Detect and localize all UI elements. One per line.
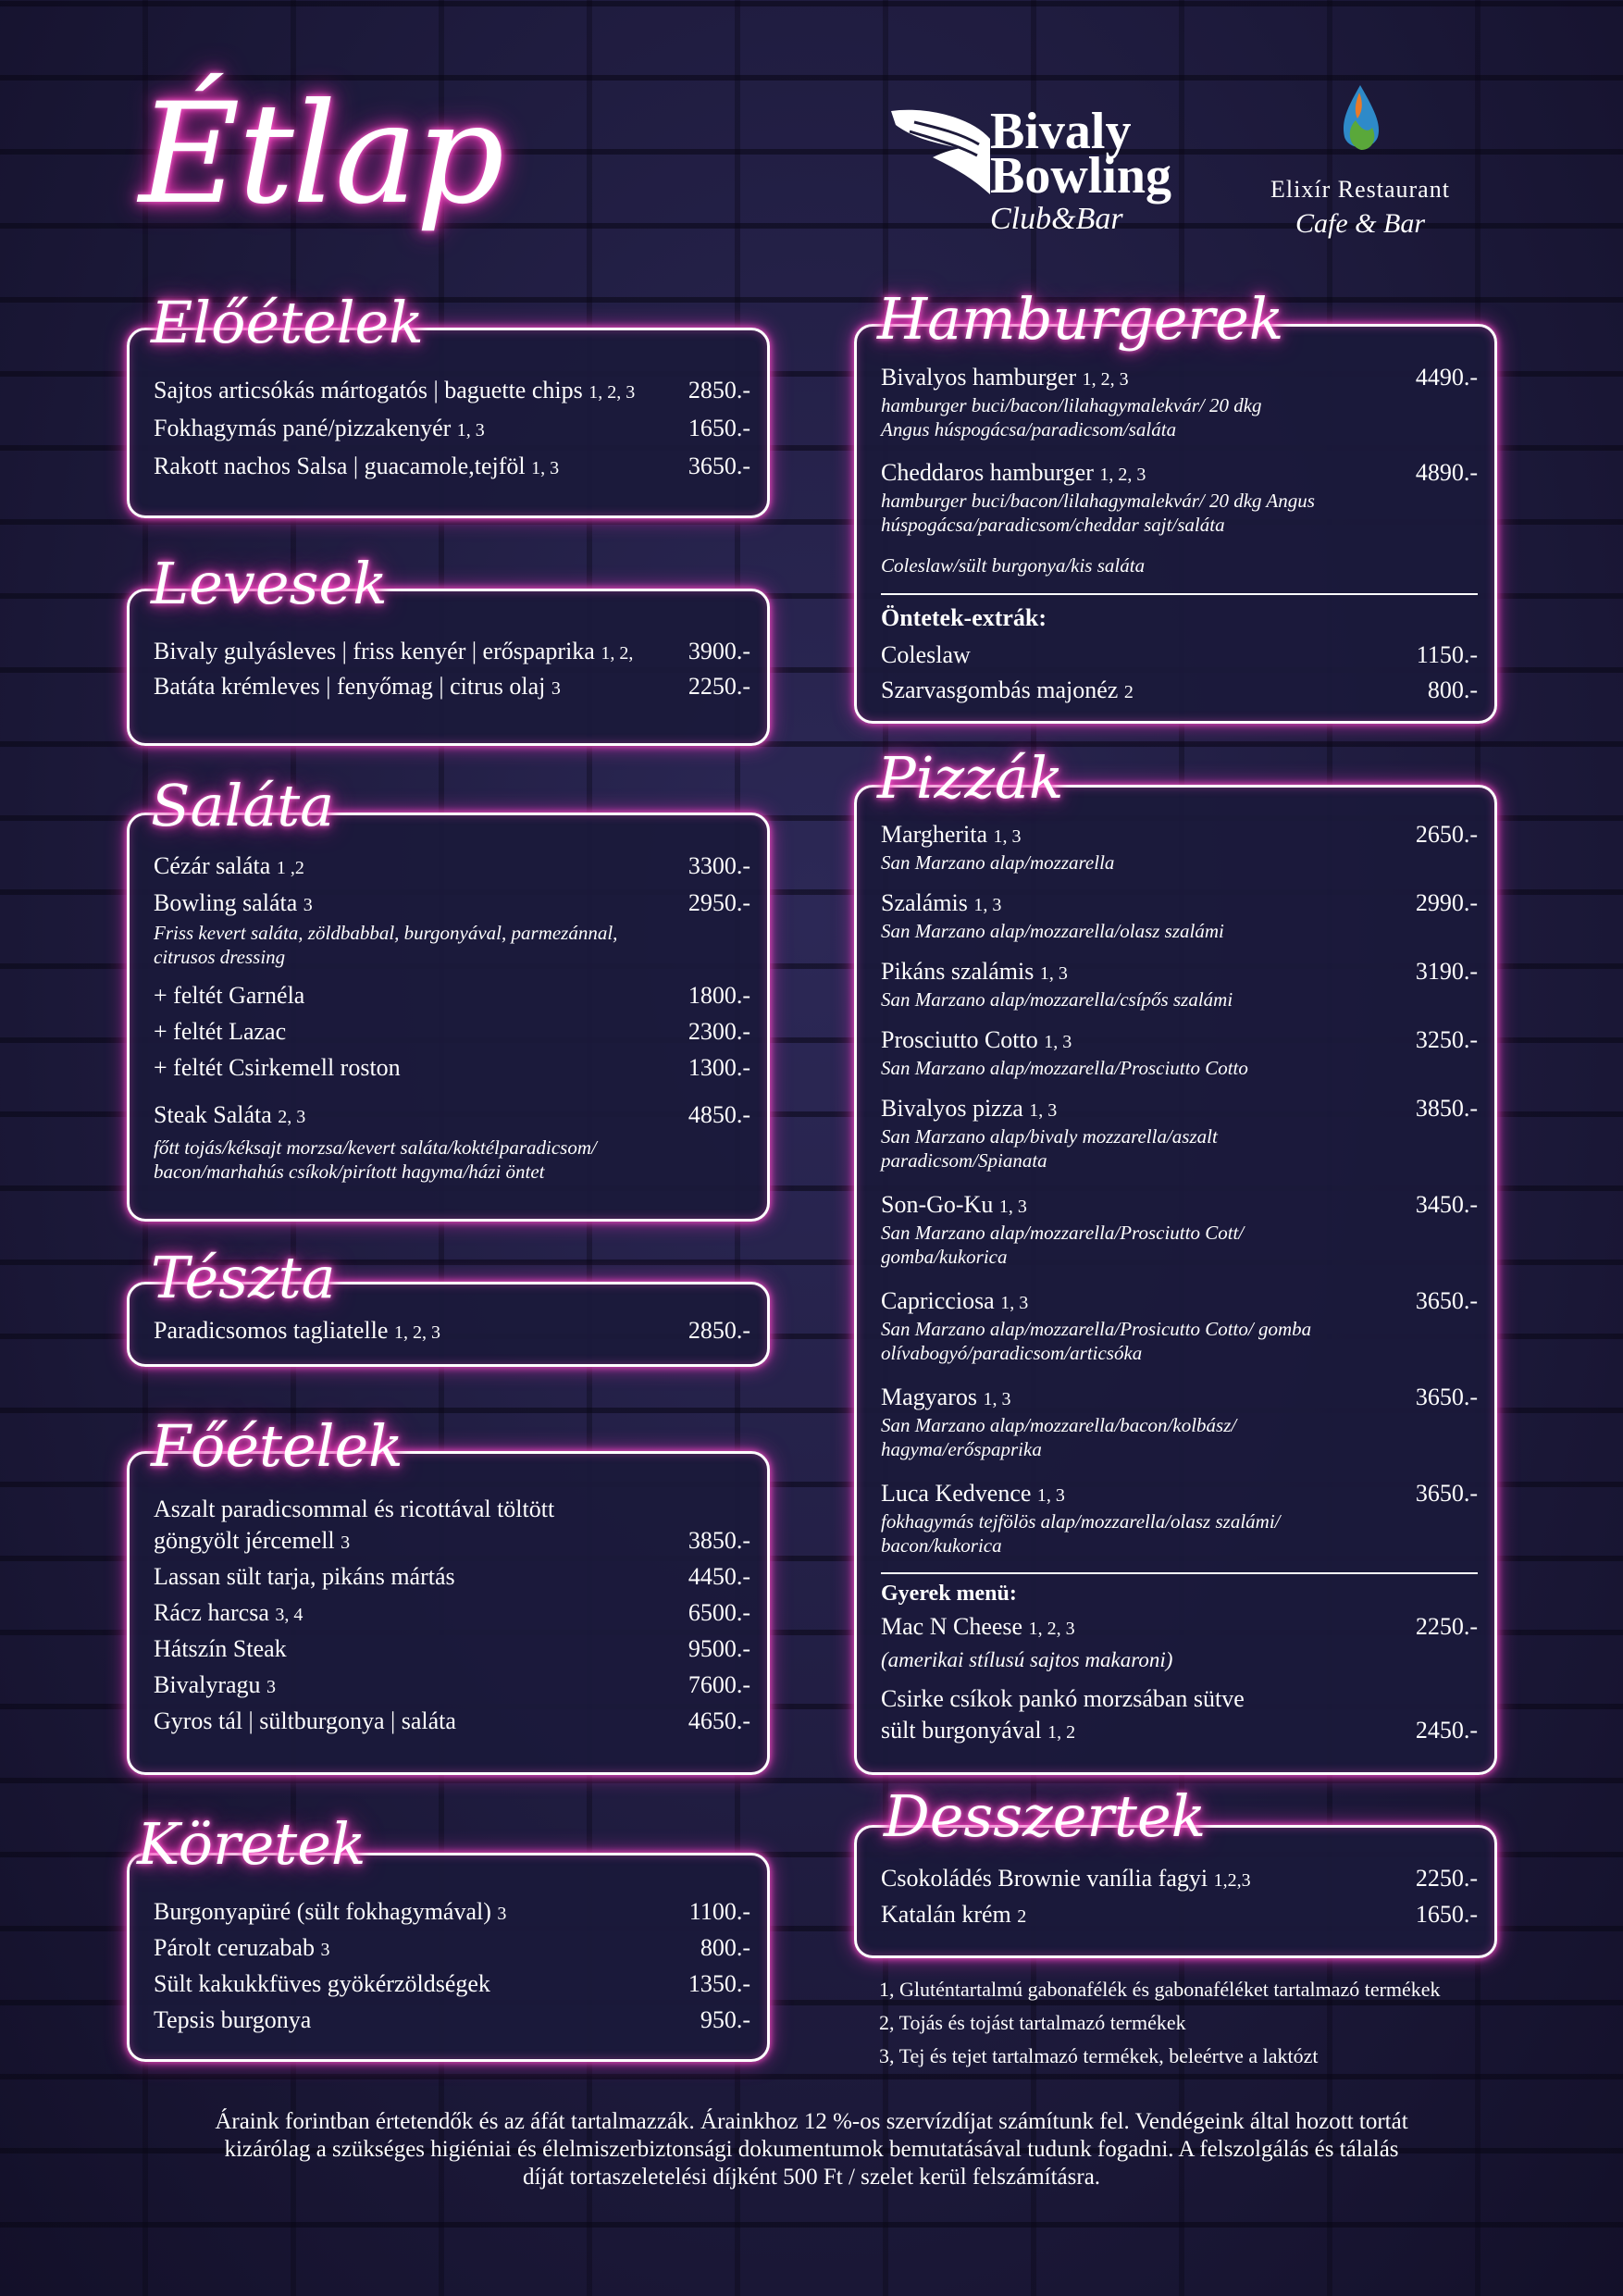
section-title-pizzak: Pizzák [877,744,1064,812]
price: 1300.- [688,1054,750,1081]
section-title-hamburgerek: Hamburgerek [877,285,1284,353]
price: 2650.- [1415,821,1478,848]
burger-side-note: Coleslaw/sült burgonya/kis saláta [881,554,1146,577]
item-description: fokhagymás tejfölös alap/mozzarella/olasz szalámi/ bacon/kukorica [881,1510,1281,1557]
price: 3850.- [1415,1095,1478,1122]
price: 800.- [700,1934,750,1961]
footer-note [93,2108,1530,2191]
allergen-legend [879,1973,1441,2073]
section-salata: Cézár saláta 1 ,2 3300.- Bowling saláta 3 2950.- Friss kevert saláta, zöldbabbal, burgonyával, parmezánnal, citrusos dressing + feltét Garnéla 1800.- + feltét Lazac 2300.- + feltét Csirkemell roston 1300.- Steak Saláta 2, 3 4850.- főtt tojás/kéksajt morzsa/kevert saláta/koktélparadicsom/ bacon/marhahús csíkok/pirított hagyma/házi öntet [127,813,770,1222]
wing-icon [886,102,997,204]
allergen-line: 3, Tej és tejet tartalmazó termékek, beleértve a laktózt [879,2044,1319,2067]
divider [881,1572,1478,1574]
elixir-sub: Cafe & Bar [1295,208,1425,239]
price: 2850.- [688,377,750,403]
section-title-desszertek: Desszertek [884,1782,1207,1850]
price: 3450.- [1415,1191,1478,1218]
item-description: San Marzano alap/mozzarella/olasz szalámi [881,920,1224,942]
brand-line1: Bivaly [990,103,1132,160]
price: 6500.- [688,1599,750,1626]
price: 2250.- [688,673,750,700]
price: 9500.- [688,1635,750,1662]
item-description: hamburger buci/bacon/lilahagymalekvár/ 20 dkg Angus húspogácsa/paradicsom/saláta [881,394,1262,441]
price: 3850.- [688,1527,750,1554]
price: 2450.- [1415,1717,1478,1744]
section-desszertek: Csokoládés Brownie vanília fagyi 1,2,3 2250.- Katalán krém 2 1650.- [854,1825,1497,1958]
allergen-line: 1, Gluténtartalmú gabonafélék és gabonaféléket tartalmazó termékek [879,1978,1441,2001]
price: 4850.- [688,1101,750,1128]
price: 2250.- [1415,1613,1478,1640]
price: 1350.- [688,1970,750,1997]
price: 2300.- [688,1018,750,1045]
section-pizzak: Margherita 1, 3 2650.- San Marzano alap/mozzarella Szalámis 1, 3 2990.- San Marzano alap/mozzarella/olasz szalámi Pikáns szalámis 1, 3 3190.- San Marzano alap/mozzarella/csípős szalámi Prosciutto Cotto 1, 3 3250.- San Marzano alap/mozzarella/Prosciutto Cotto Bivalyos pizza 1, 3 3850.- San Marzano alap/bivaly mozzarella/aszalt paradicsom/Spianata Son-Go-Ku 1, 3 3450.- San Marzano alap/mozzarella/Prosciutto Cott/ gomba/kukorica Capricciosa 1, 3 3650.- San Marzano alap/mozzarella/Prosicutto Cotto/ gomba olívabogyó/paradicsom/articsóka Magyaros 1, 3 3650.- San Marzano alap/mozzarella/bacon/kolbász/ hagyma/erőspaprika Luca Kedvence 1, 3 3650.- fokhagymás tejfölös alap/mozzarella/olasz szalámi/ bacon/kukorica Gyerek menü: Mac N Cheese 1, 2, 3 2250.- (amerikai stílusú sajtos makaroni) Csirke csíkok pankó morzsában sütve sült burgonyával 1, 2 2450.- [854,785,1497,1775]
item-description: San Marzano alap/mozzarella/csípős szalámi [881,988,1233,1011]
menu-title: Étlap [139,74,503,235]
flame-drop-icon [1337,83,1383,157]
footer-line: Áraink forintban értetendők és az áfát tartalmazzák. Árainkhoz 12 %-os szervízdíjat számítunk fel. Vendégeink által hozott tortát [215,2109,1408,2134]
section-teszta: Paradicsomos tagliatelle 1, 2, 3 2850.- [127,1282,770,1367]
price: 1650.- [688,415,750,441]
bivaly-bowling-logo [886,93,1220,250]
item-description: San Marzano alap/mozzarella/Prosciutto Cott/ gomba/kukorica [881,1222,1245,1268]
allergen-line: 2, Tojás és tojást tartalmazó termékek [879,2011,1186,2034]
brand-sub: Club&Bar [990,202,1123,236]
price: 3650.- [688,453,750,479]
price: 4490.- [1415,364,1478,391]
section-title-salata: Saláta [151,772,335,839]
price: 3300.- [688,852,750,879]
item-description: San Marzano alap/mozzarella/bacon/kolbász/ hagyma/erőspaprika [881,1414,1237,1460]
price: 1100.- [688,1898,750,1925]
section-hamburgerek: Bivalyos hamburger 1, 2, 3 4490.- hamburger buci/bacon/lilahagymalekvár/ 20 dkg Angus húspogácsa/paradicsom/saláta Cheddaros hamburger 1, 2, 3 4890.- hamburger buci/bacon/lilahagymalekvár/ 20 dkg Angus húspogácsa/paradicsom/cheddar sajt/saláta Coleslaw/sült burgonya/kis saláta Öntetek-extrák: Coleslaw 1150.- Szarvasgombás majonéz 2 800.- [854,324,1497,724]
extras-heading: Öntetek-extrák: [881,604,1047,631]
section-levesek: Bivaly gulyásleves | friss kenyér | erőspaprika 1, 2, 3900.- Batáta krémleves | fenyőmag | citrus olaj 3 2250.- [127,589,770,746]
section-koretek: Burgonyapüré (sült fokhagymával) 3 1100.- Párolt ceruzabab 3 800.- Sült kakukkfüves gyökérzöldségek 1350.- Tepsis burgonya 950.- [127,1853,770,2062]
price: 4890.- [1415,459,1478,486]
price: 3900.- [688,638,750,664]
footer-line: díját tortaszeletelési díjként 500 Ft / szelet kerül felszámításra. [522,2165,1101,2190]
price: 1650.- [1415,1901,1478,1928]
divider [881,593,1478,595]
elixir-logo [1240,83,1481,250]
section-title-eloetelek: Előételek [151,289,424,356]
price: 3250.- [1415,1026,1478,1053]
section-title-levesek: Levesek [151,550,388,617]
section-title-foetelek: Főételek [151,1412,403,1480]
section-title-koretek: Köretek [137,1810,366,1878]
section-foetelek: Aszalt paradicsommal és ricottával töltött göngyölt jércemell 3 3850.- Lassan sült tarja, pikáns mártás 4450.- Rácz harcsa 3, 4 6500.- Hátszín Steak 9500.- Bivalyragu 3 7600.- Gyros tál | sültburgonya | saláta 4650.- [127,1451,770,1775]
section-title-teszta: Tészta [151,1244,336,1311]
price: 1150.- [1416,641,1478,668]
item-description: San Marzano alap/bivaly mozzarella/aszalt paradicsom/Spianata [881,1125,1218,1172]
item-description: (amerikai stílusú sajtos makaroni) [881,1648,1173,1671]
item-description: Friss kevert saláta, zöldbabbal, burgonyával, parmezánnal, citrusos dressing [154,922,618,968]
price: 2250.- [1415,1865,1478,1892]
price: 3650.- [1415,1480,1478,1507]
elixir-name: Elixír Restaurant [1270,176,1450,203]
price: 1800.- [688,982,750,1009]
price: 4650.- [688,1707,750,1734]
item-description: San Marzano alap/mozzarella [881,851,1115,874]
section-eloetelek: Sajtos articsókás mártogatós | baguette chips 1, 2, 3 2850.- Fokhagymás pané/pizzakenyér 1, 3 1650.- Rakott nachos Salsa | guacamole,tejföl 1, 3 3650.- [127,328,770,518]
price: 2990.- [1415,889,1478,916]
brand-line2: Bowling [990,147,1172,205]
item-description: San Marzano alap/mozzarella/Prosciutto Cotto [881,1057,1248,1079]
price: 3650.- [1415,1384,1478,1410]
price: 3650.- [1415,1287,1478,1314]
price: 800.- [1427,676,1478,703]
item-description: hamburger buci/bacon/lilahagymalekvár/ 20 dkg Angus húspogácsa/paradicsom/cheddar sajt/saláta [881,490,1315,536]
price: 3190.- [1415,958,1478,985]
kids-menu-heading: Gyerek menü: [881,1582,1017,1606]
price: 4450.- [688,1563,750,1590]
footer-line: kizárólag a szükséges higiéniai és élelmiszerbiztonsági dokumentumok bemutatásával tudunk fogadni. A felszolgálás és tálalás [224,2137,1399,2162]
item-description: San Marzano alap/mozzarella/Prosicutto Cotto/ gomba olívabogyó/paradicsom/articsóka [881,1318,1312,1364]
price: 2850.- [688,1317,750,1344]
price: 7600.- [688,1671,750,1698]
item-description: főtt tojás/kéksajt morzsa/kevert saláta/koktélparadicsom/ bacon/marhahús csíkok/pirított hagyma/házi öntet [154,1136,597,1183]
price: 2950.- [688,889,750,916]
price: 950.- [700,2006,750,2033]
